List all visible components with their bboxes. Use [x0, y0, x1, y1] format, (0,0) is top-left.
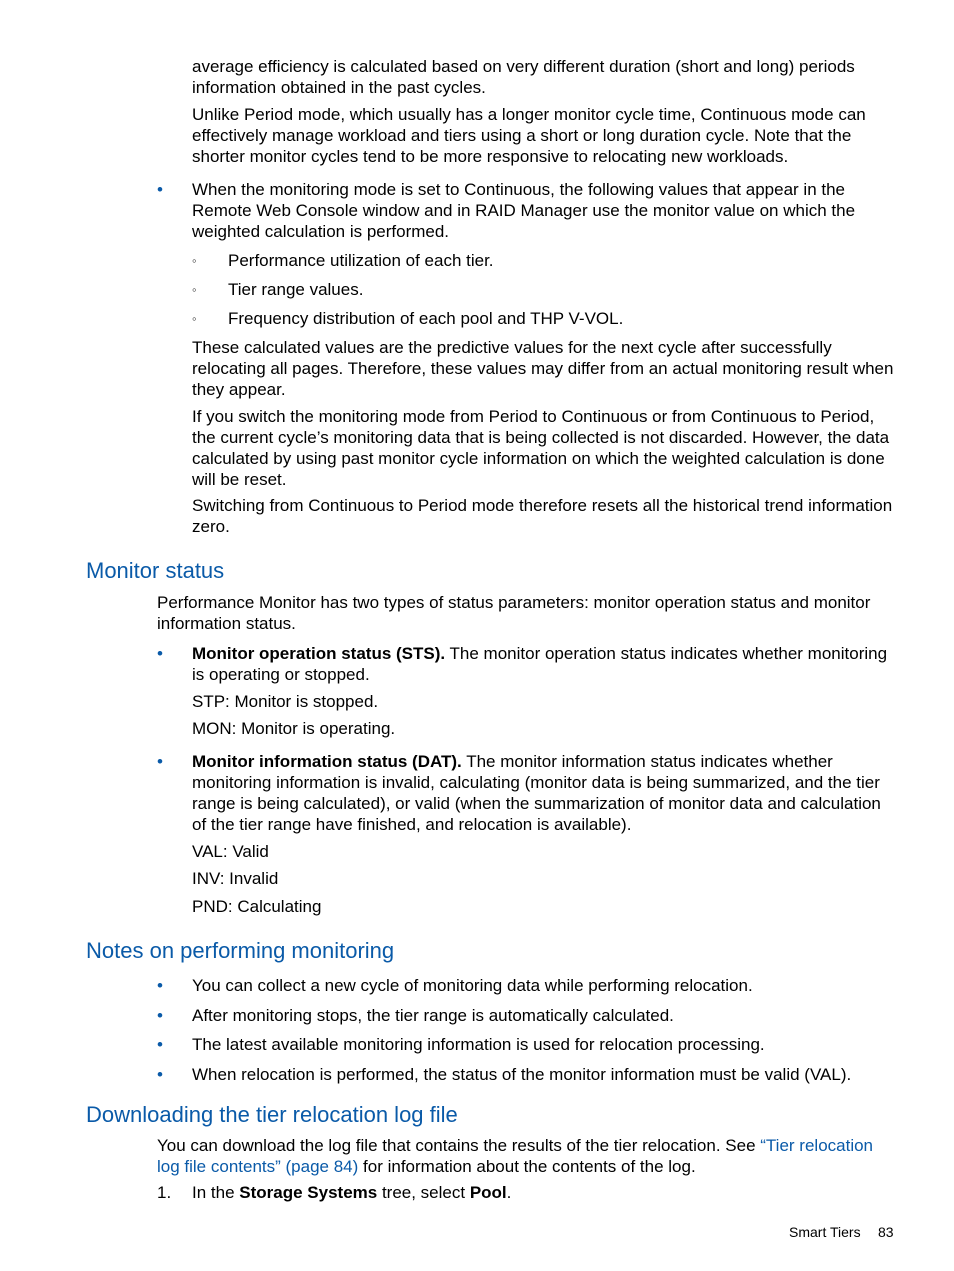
dat-label: Monitor information status (DAT). [192, 752, 462, 771]
dat-text: The monitor information status indicates whether monitoring information is invalid, calculating (monitor data is being summarized, and the tier range is being calculated), or valid (when the summarization of monitor data and calculation of the tier range have finished, and relocation is available). [192, 752, 881, 834]
download-intro-after: for information about the contents of the log. [358, 1157, 696, 1176]
sts-label: Monitor operation status (STS). [192, 644, 446, 663]
circle-bullet-icon: ◦ [192, 253, 197, 268]
bullet-icon: • [157, 1065, 163, 1084]
step-pre: In the [192, 1183, 240, 1202]
step-number: 1. [157, 1183, 172, 1202]
sub-item: Frequency distribution of each pool and THP V-VOL. [228, 309, 624, 328]
note-item: After monitoring stops, the tier range is automatically calculated. [192, 1006, 674, 1025]
bullet-dat [192, 751, 897, 835]
bullet-icon: • [157, 644, 163, 663]
paragraph-download-intro [157, 1135, 897, 1177]
bullet-continuous-values: When the monitoring mode is set to Continuous, the following values that appear in the Remote Web Console window and in RAID Manager use the monitor value on which the weighted calculation is performed. [192, 180, 856, 241]
note-item: When relocation is performed, the status of the monitor information must be valid (VAL). [192, 1065, 852, 1084]
sts-text: The monitor operation status indicates whether monitoring is operating or stopped. [192, 644, 888, 684]
footer-section: Smart Tiers [789, 1224, 861, 1240]
bullet-icon: • [157, 180, 163, 199]
dat-value: VAL: Valid [192, 842, 269, 861]
footer-page-number: 83 [878, 1224, 894, 1240]
paragraph-reset-trend: Switching from Continuous to Period mode therefore resets all the historical trend information zero. [192, 496, 893, 536]
bullet-icon: • [157, 752, 163, 771]
sts-value: STP: Monitor is stopped. [192, 692, 379, 711]
step-storage-systems: Storage Systems [239, 1183, 378, 1202]
link-tier-relocation-log-page[interactable]: log file contents” (page 84) [157, 1157, 359, 1176]
paragraph-monitor-intro: Performance Monitor has two types of status parameters: monitor operation status and monitor information status. [157, 593, 871, 633]
step-select-pool [192, 1182, 897, 1203]
link-tier-relocation-log[interactable]: “Tier relocation [760, 1136, 874, 1155]
bullet-sts [192, 643, 897, 685]
step-mid: tree, select [377, 1183, 470, 1202]
bullet-icon: • [157, 976, 163, 995]
paragraph-switch-mode: If you switch the monitoring mode from Period to Continuous or from Continuous to Period, the current cycle’s monitoring data that is being collected is not discarded. However, the data calculated by using past monitor cycle information on which the weighted calculation is done will be reset. [192, 407, 890, 489]
circle-bullet-icon: ◦ [192, 311, 197, 326]
sub-item: Performance utilization of each tier. [228, 251, 494, 270]
dat-value: PND: Calculating [192, 897, 322, 916]
step-pool: Pool [469, 1183, 507, 1202]
paragraph-predictive-values: These calculated values are the predictive values for the next cycle after successfully relocating all pages. Therefore, these values may differ from an actual monitoring result when they appear. [192, 338, 894, 399]
heading-notes: Notes on performing monitoring [86, 938, 395, 963]
paragraph-efficiency: average efficiency is calculated based on very different duration (short and long) periods information obtained in the past cycles. [192, 57, 855, 97]
note-item: The latest available monitoring information is used for relocation processing. [192, 1035, 765, 1054]
sub-item: Tier range values. [228, 280, 364, 299]
note-item: You can collect a new cycle of monitoring data while performing relocation. [192, 976, 753, 995]
heading-downloading: Downloading the tier relocation log file [86, 1102, 458, 1127]
dat-value: INV: Invalid [192, 869, 279, 888]
step-end: . [506, 1183, 512, 1202]
circle-bullet-icon: ◦ [192, 282, 197, 297]
download-intro-text: You can download the log file that contains the results of the tier relocation. See [157, 1136, 761, 1155]
bullet-icon: • [157, 1006, 163, 1025]
paragraph-continuous-mode: Unlike Period mode, which usually has a longer monitor cycle time, Continuous mode can effectively manage workload and tiers using a short or long duration cycle. Note that the shorter monitor cycles tend to be more responsive to relocating new workloads. [192, 105, 866, 166]
bullet-icon: • [157, 1035, 163, 1054]
sts-value: MON: Monitor is operating. [192, 719, 396, 738]
heading-monitor-status: Monitor status [86, 558, 225, 583]
